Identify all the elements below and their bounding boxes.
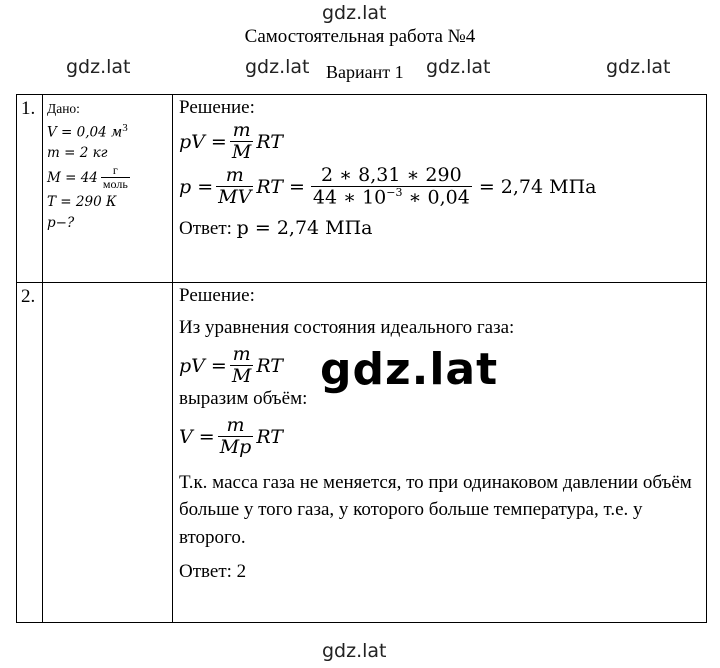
equation-pressure: p = $\frac{m}{MV}$ RT = $\frac{2 ∗ 8,31 ∗ 290}{44 ∗ 10^{-3} ∗ 0,04}$ = 2,74 МПа [179,163,597,209]
given-molar-mass: M = 44 $\frac{г}{\text{моль}}$ [47,163,128,191]
solution-cell [173,95,707,283]
express-text: выразим объём: [179,387,308,409]
solution-cell [173,283,707,623]
variant-label: Вариант 1 [326,62,404,82]
solution-label: Решение: [179,285,255,306]
given-cell [43,95,173,283]
explanation-text: Т.к. масса газа не меняется, то при одинаковом давлении объём больше у того газа, у которого больше температура, т.е. у второго. [179,471,692,548]
given-temperature: T = 290 К [47,193,117,210]
equation-state: pV = $\frac{m}{M}$ RT [179,119,283,163]
equation-volume: V = $\frac{m}{Mp}$ RT [179,413,283,458]
answer-line: Ответ: p = 2,74 МПа [179,216,373,239]
watermark-top: gdz.lat [322,2,387,24]
watermark-center-right: gdz.lat [426,56,491,78]
table-row [17,95,707,283]
given-cell-empty [43,283,173,623]
given-find: p−? [47,214,75,231]
problem-number: 2. [17,283,43,623]
page-title: Самостоятельная работа №4 [244,26,476,47]
watermark-right: gdz.lat [606,56,671,78]
given-volume: V = 0,04 $м^3$ [47,121,128,141]
problem-number: 1. [17,95,43,283]
answer-line: Ответ: 2 [179,561,247,583]
equation-state: pV = $\frac{m}{M}$ RT [179,343,283,387]
watermark-large: gdz.lat [320,344,499,395]
solution-label: Решение: [179,97,255,118]
intro-text: Из уравнения состояния идеального газа: [179,317,515,338]
watermark-left: gdz.lat [66,56,131,78]
given-label: Дано: [47,101,80,116]
watermark-bottom: gdz.lat [322,640,387,662]
table-row [17,283,707,623]
watermark-center-left: gdz.lat [245,56,310,78]
given-mass: m = 2 кг [47,145,108,162]
